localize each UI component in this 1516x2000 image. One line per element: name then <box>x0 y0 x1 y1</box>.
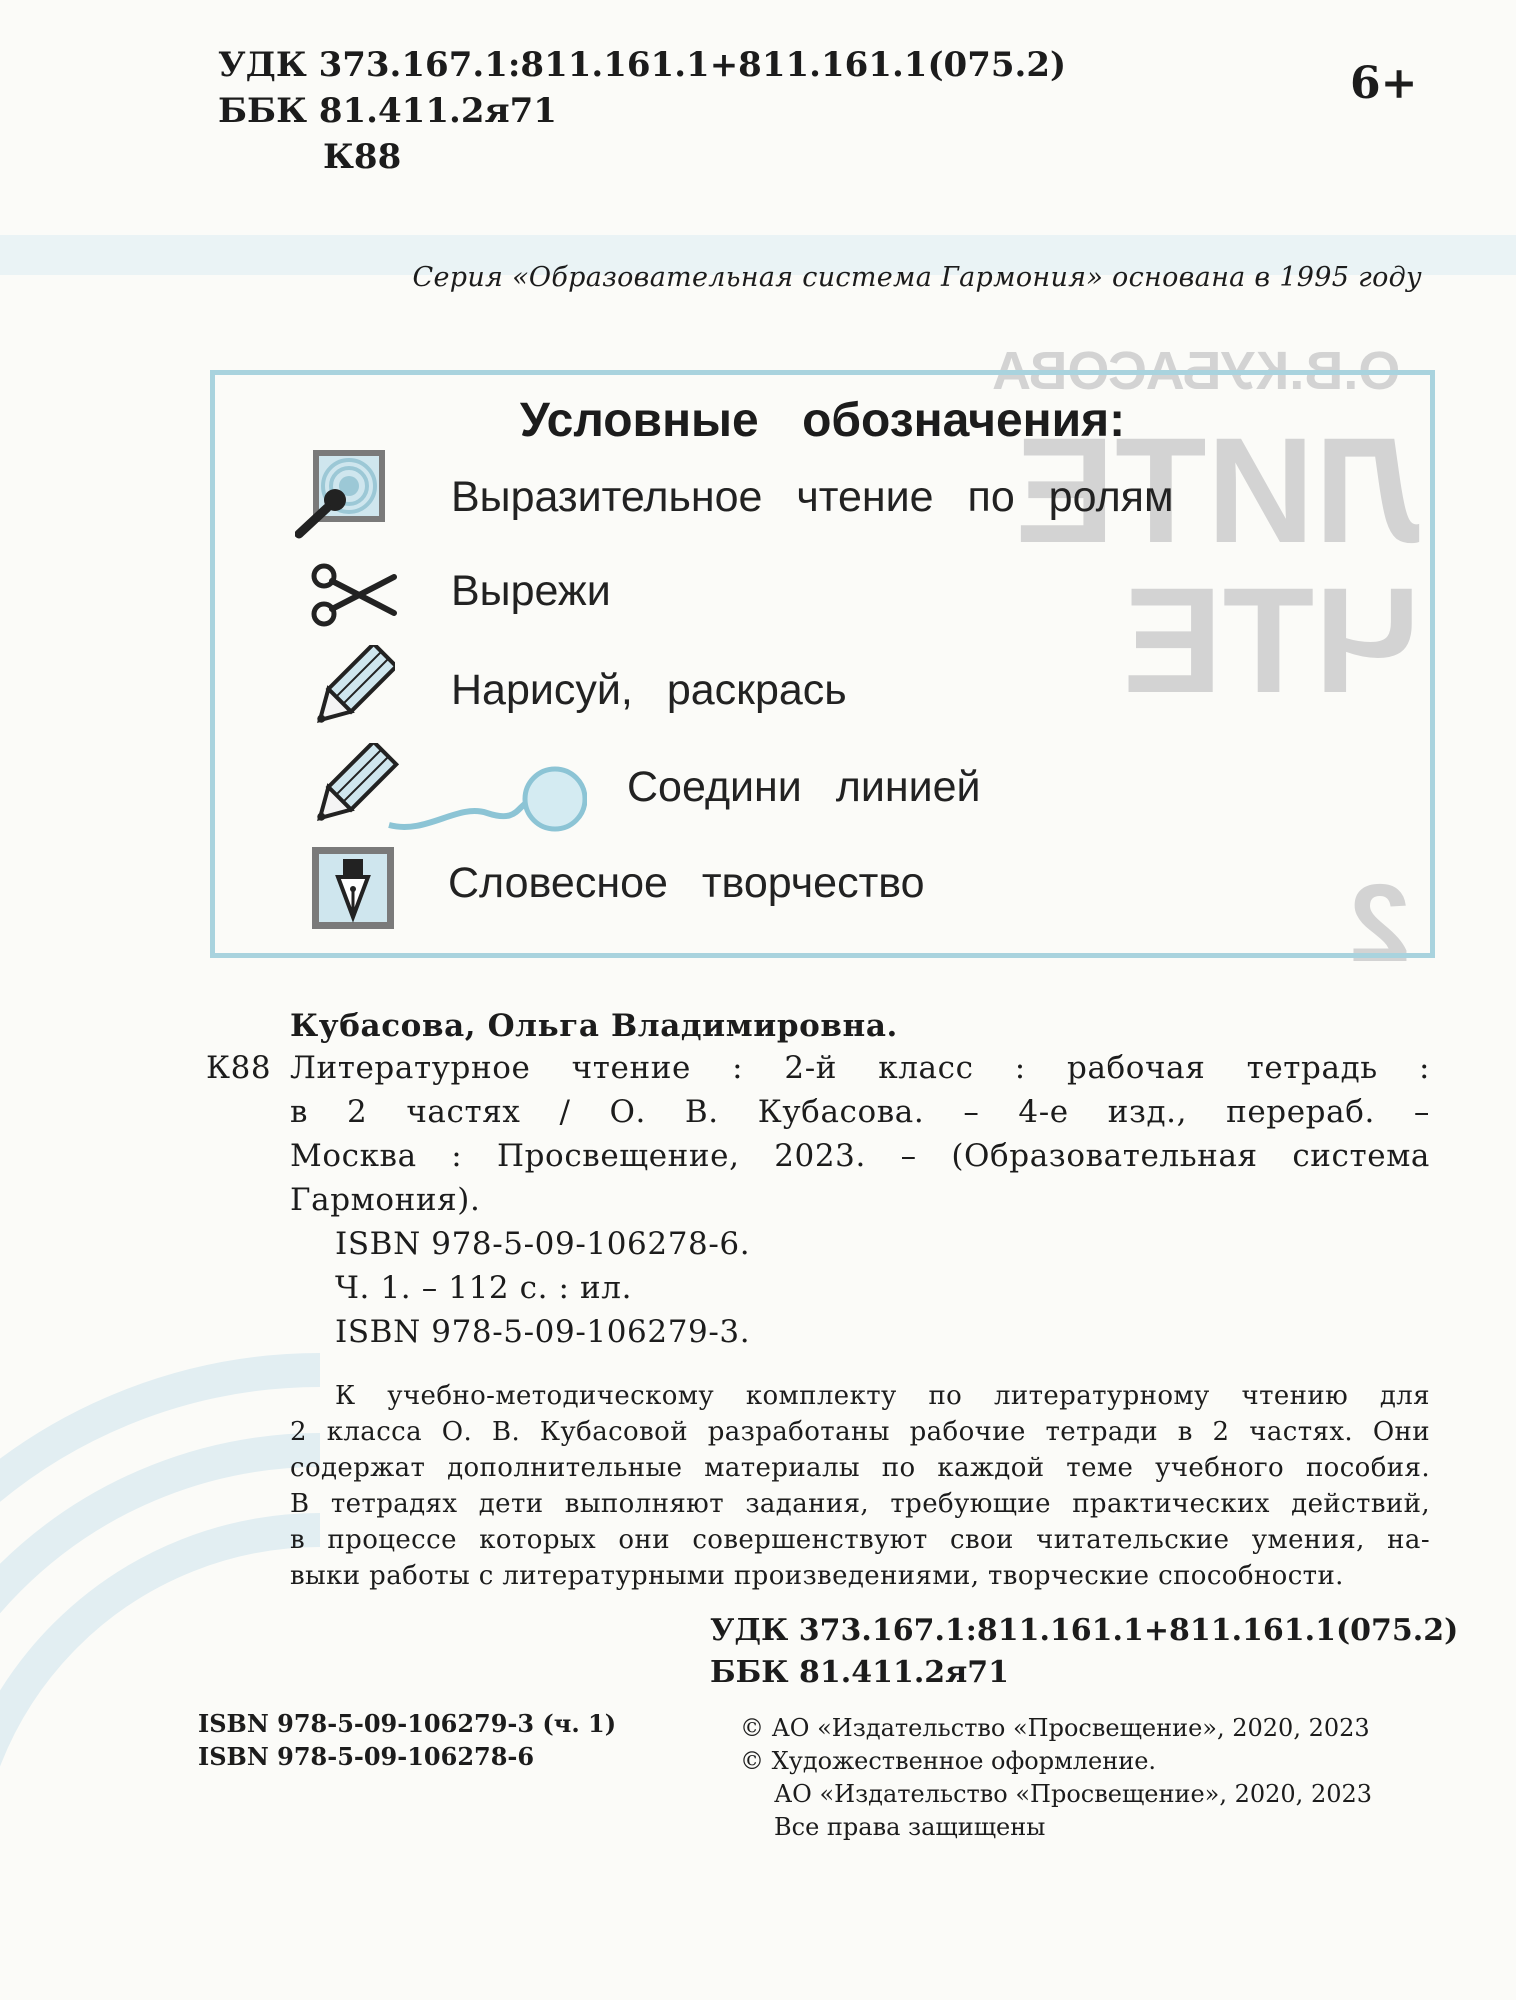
isbn-set-line: ISBN 978-5-09-106278-6. <box>335 1226 751 1262</box>
scissors-icon <box>310 563 398 632</box>
legend-label-read-roles: Выразительное чтение по ролям <box>451 473 1174 521</box>
bibliographic-description <box>290 1046 1430 1354</box>
legend-title: Условные обозначения: <box>519 394 1126 447</box>
annotation <box>290 1378 1430 1594</box>
annotation-line: К учебно-методическому комплекту по литературному чтению для <box>335 1381 1430 1411</box>
isbn-part-line: ISBN 978-5-09-106279-3. <box>335 1314 751 1350</box>
copyright-line: © АО «Издательство «Просвещение», 2020, 2023 <box>740 1714 1370 1742</box>
pencil-icon <box>307 645 395 738</box>
copyright-line: АО «Издательство «Просвещение», 2020, 2023 <box>774 1780 1373 1808</box>
bbk-code-bottom: ББК 81.411.2я71 <box>710 1655 1010 1690</box>
show-through-cover-decoration: О.В.КУБАСОВА ЛИТЕ ЧТЕ 2 <box>991 341 1420 985</box>
annotation-line: 2 класса О. В. Кубасовой разработаны рабочие тетради в 2 частях. Они <box>290 1417 1430 1447</box>
age-rating: 6+ <box>1350 58 1418 109</box>
author-mark-bib: К88 <box>206 1050 272 1086</box>
bib-line: Литературное чтение : 2-й класс : рабочая тетрадь : <box>290 1050 1430 1086</box>
rights-reserved: Все права защищены <box>774 1813 1046 1841</box>
annotation-line: в процессе которых они совершенствуют свои читательские умения, на- <box>290 1525 1430 1555</box>
author-name: Кубасова, Ольга Владимировна. <box>290 1008 898 1044</box>
isbn-block <box>198 1707 616 1773</box>
copyright-block <box>740 1712 1372 1844</box>
annotation-line: содержат дополнительные материалы по каждой теме учебного пособия. <box>290 1453 1430 1483</box>
legend-label-connect: Соедини линией <box>627 763 981 811</box>
legend-label-creative-writing: Словесное творчество <box>448 859 925 907</box>
udk-code: УДК 373.167.1:811.161.1+811.161.1(075.2) <box>218 45 1067 85</box>
magnifier-sound-icon <box>295 448 387 545</box>
pencil-line-icon <box>307 743 587 848</box>
bib-line: в 2 частях / О. В. Кубасова. – 4-е изд., перераб. – <box>290 1094 1430 1130</box>
part-pages-line: Ч. 1. – 112 с. : ил. <box>335 1270 633 1306</box>
annotation-line: выки работы с литературными произведениями, творческие способности. <box>290 1561 1344 1591</box>
pen-nib-icon <box>310 845 396 936</box>
bib-line: Москва : Просвещение, 2023. – (Образовательная система <box>290 1138 1430 1174</box>
udk-code-bottom: УДК 373.167.1:811.161.1+811.161.1(075.2) <box>710 1613 1459 1648</box>
legend-label-draw: Нарисуй, раскрась <box>451 666 847 714</box>
copyright-line: © Художественное оформление. <box>740 1747 1157 1775</box>
author-mark: К88 <box>323 137 402 177</box>
legend-label-cut: Вырежи <box>451 567 611 615</box>
bbk-code: ББК 81.411.2я71 <box>218 91 557 131</box>
legend-box <box>210 370 1435 958</box>
catalog-codes-top <box>218 42 1066 180</box>
bib-line: Гармония). <box>290 1182 481 1218</box>
series-note: Серия «Образовательная система Гармония» основана в 1995 году <box>412 262 1422 293</box>
catalog-codes-bottom <box>710 1610 1458 1694</box>
isbn-part: ISBN 978-5-09-106279-3 (ч. 1) <box>198 1709 617 1738</box>
annotation-line: В тетрадях дети выполняют задания, требующие практических действий, <box>290 1489 1430 1519</box>
isbn-set: ISBN 978-5-09-106278-6 <box>198 1742 535 1771</box>
